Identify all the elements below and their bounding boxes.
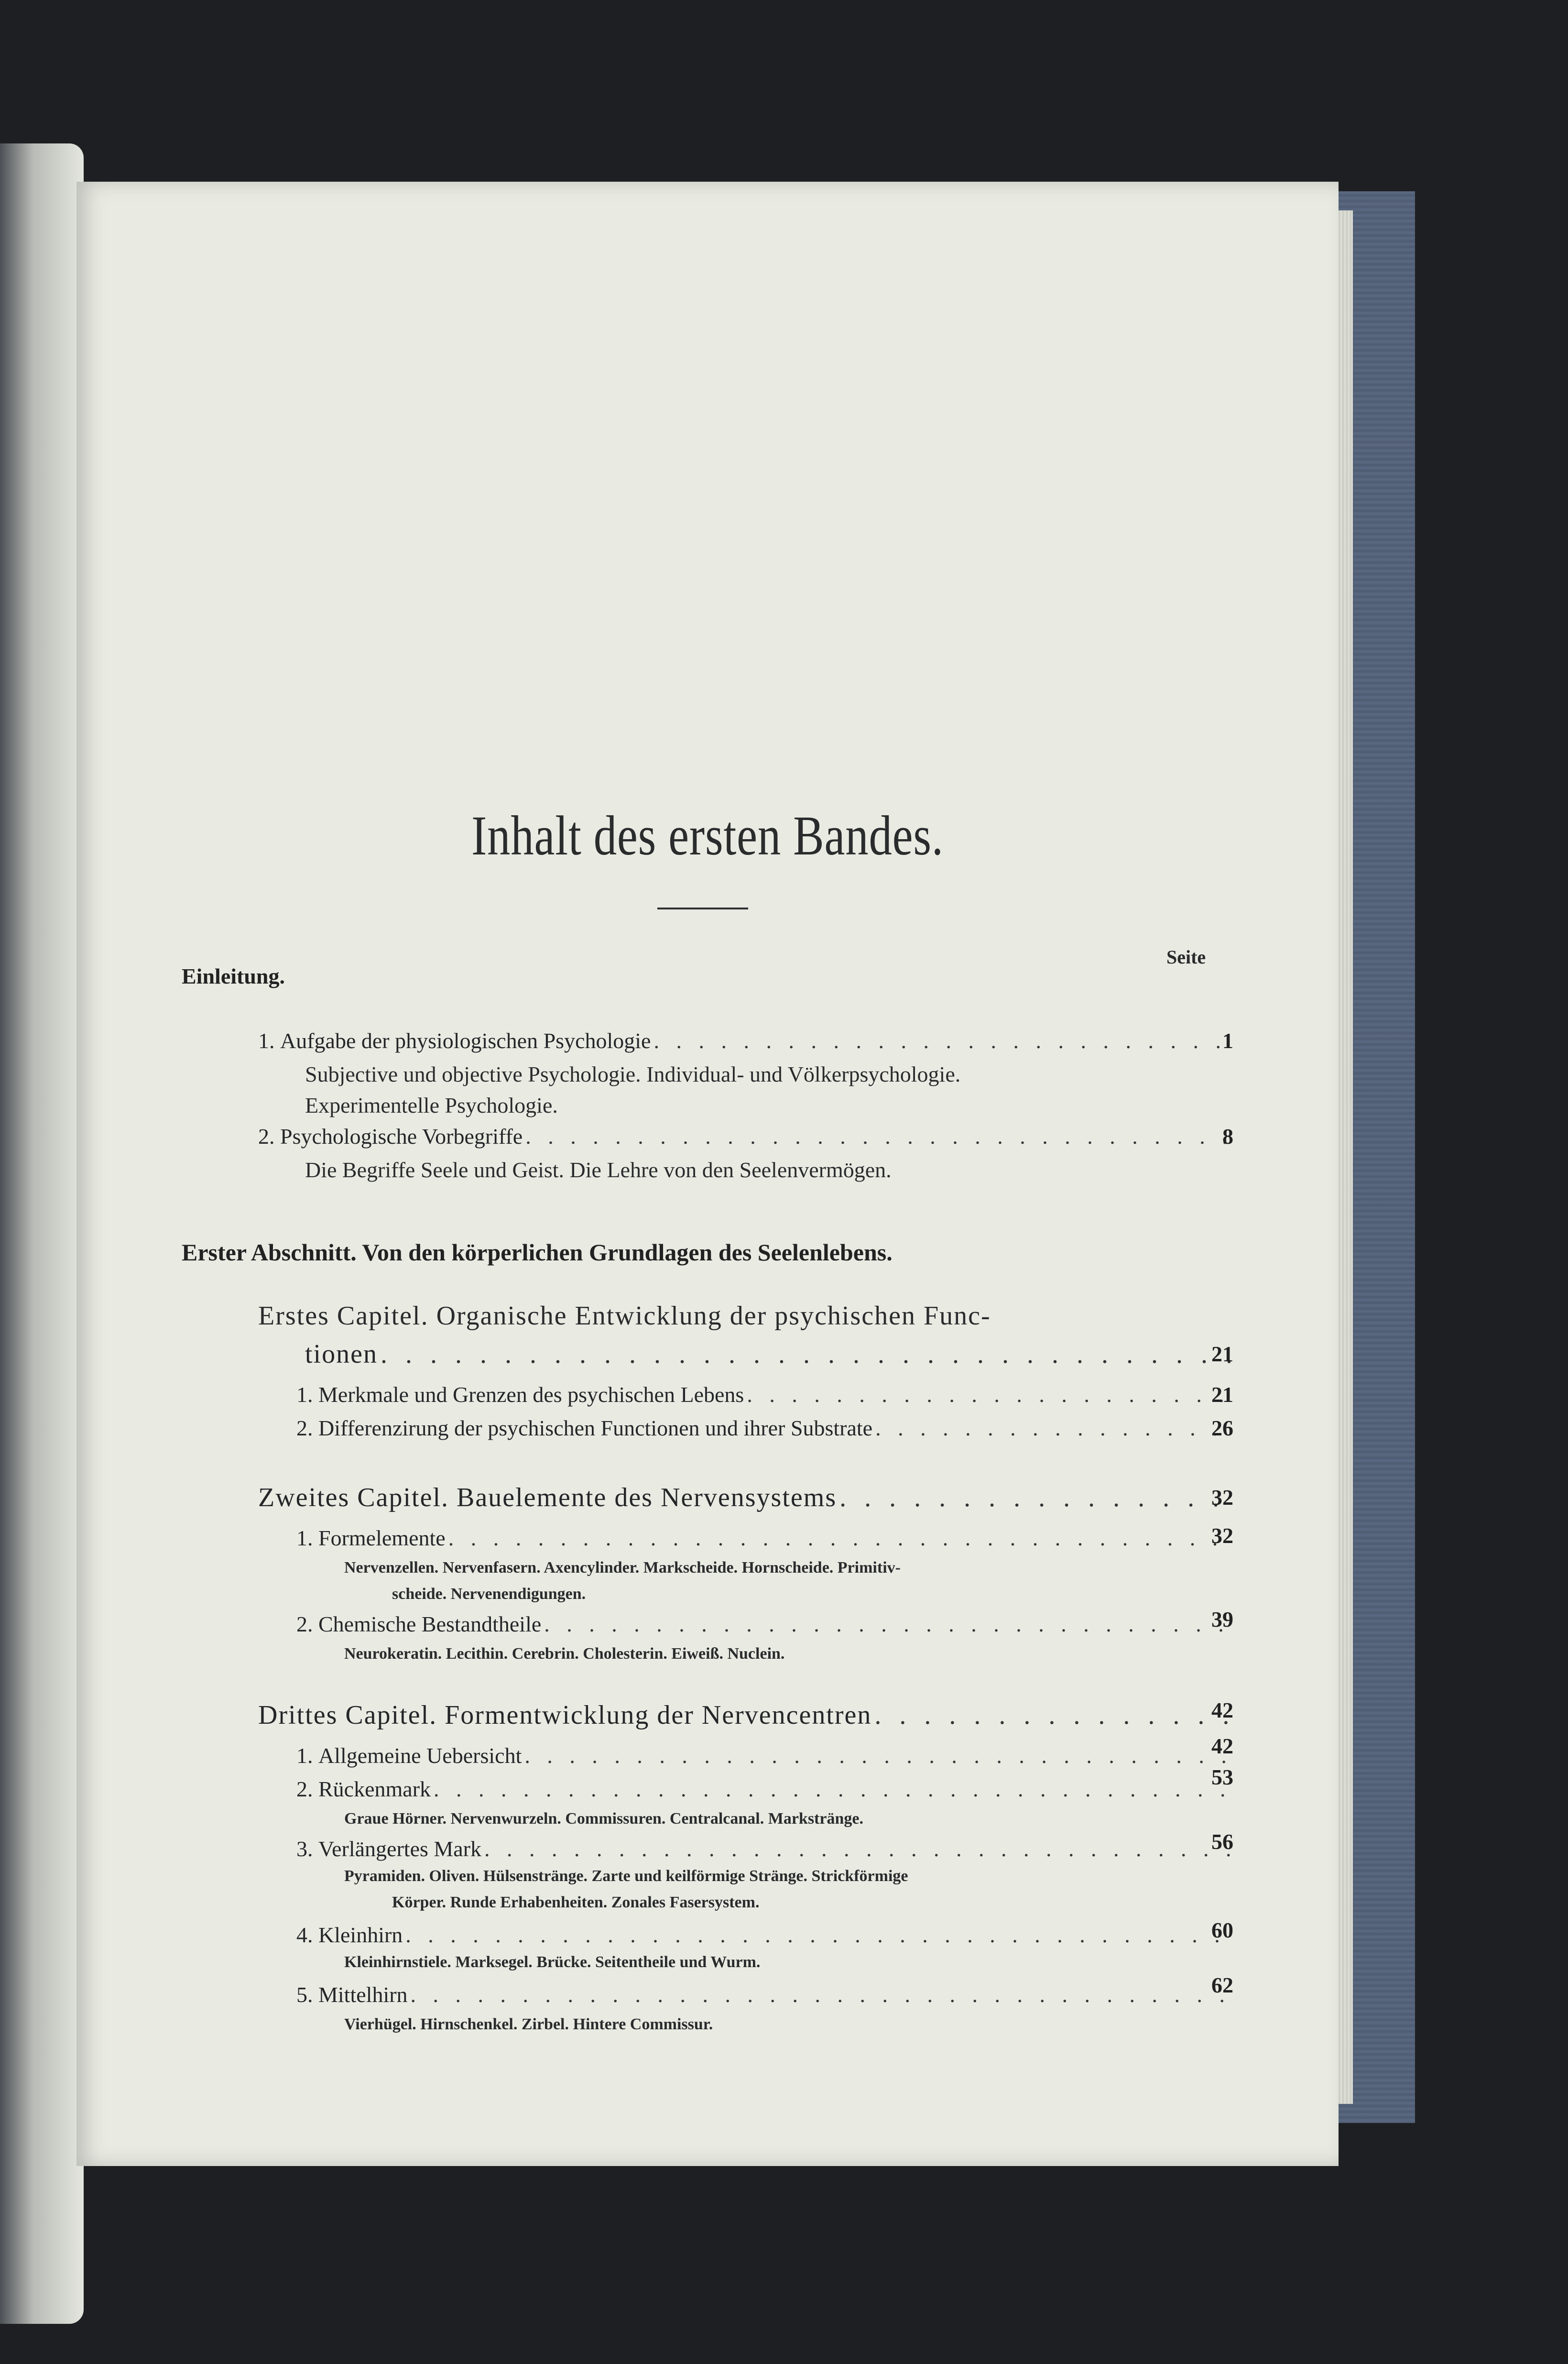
- entry-number: 2.: [296, 1777, 313, 1801]
- entry-page: 62: [1211, 1973, 1233, 1997]
- seite-label: Seite: [1166, 946, 1206, 968]
- chapter-heading: Drittes Capitel. Formentwicklung der Nervencentren: [258, 1700, 872, 1730]
- entry-page: 42: [1211, 1734, 1233, 1758]
- toc-entry[interactable]: [296, 1382, 1238, 1407]
- entry-number: 2.: [258, 1124, 275, 1149]
- leader-dots: [448, 1525, 1235, 1551]
- leader-dots: [544, 1611, 1235, 1637]
- leader-dots: [484, 1836, 1235, 1861]
- toc-entry[interactable]: [305, 1339, 1237, 1369]
- toc-entry[interactable]: [258, 1124, 1238, 1149]
- toc-entry[interactable]: [296, 1743, 1238, 1768]
- entry-number: 4.: [296, 1923, 313, 1947]
- entry-title: Formelemente: [318, 1526, 446, 1550]
- title-rule: [657, 908, 748, 909]
- entry-description: Neurokeratin. Lecithin. Cerebrin. Cholesterin. Eiweiß. Nuclein.: [344, 1645, 785, 1663]
- leader-dots: [524, 1743, 1235, 1768]
- entry-description: Kleinhirnstiele. Marksegel. Brücke. Seitentheile und Wurm.: [344, 1953, 761, 1971]
- entry-title: Rückenmark: [318, 1777, 431, 1801]
- entry-title: Merkmale und Grenzen des psychischen Lebens: [318, 1382, 744, 1407]
- entry-page: 39: [1211, 1607, 1233, 1631]
- entry-description: Vierhügel. Hirnschenkel. Zirbel. Hintere Commissur.: [344, 2015, 713, 2033]
- entry-page: 32: [1211, 1485, 1233, 1510]
- entry-description: Nervenzellen. Nervenfasern. Axencylinder. Markscheide. Hornscheide. Primitiv-: [344, 1559, 901, 1576]
- entry-page: 60: [1211, 1918, 1233, 1942]
- leader-dots: [839, 1482, 1235, 1513]
- left-page-edge: [0, 143, 84, 2324]
- chapter-heading: Zweites Capitel. Bauelemente des Nervensystems: [258, 1483, 837, 1512]
- einleitung-heading: Einleitung.: [182, 964, 285, 988]
- leader-dots: [525, 1124, 1235, 1149]
- leader-dots: [405, 1922, 1235, 1948]
- entry-description: Experimentelle Psychologie.: [305, 1093, 558, 1117]
- entry-page: 56: [1211, 1829, 1233, 1854]
- entry-title: Psychologische Vorbegriffe: [280, 1124, 523, 1149]
- leader-dots: [747, 1382, 1235, 1407]
- leader-dots: [874, 1700, 1235, 1730]
- entry-description: Körper. Runde Erhabenheiten. Zonales Fasersystem.: [392, 1893, 760, 1911]
- entry-title: Verlängertes Mark: [318, 1837, 482, 1861]
- entry-title: Differenzirung der psychischen Functionen und ihrer Substrate: [318, 1416, 873, 1440]
- entry-number: 1.: [296, 1743, 313, 1768]
- entry-title: Allgemeine Uebersicht: [318, 1743, 522, 1768]
- chapter-heading: Erstes Capitel. Organische Entwicklung der psychischen Func-: [258, 1301, 991, 1331]
- entry-description: Pyramiden. Oliven. Hülsenstränge. Zarte und keilförmige Stränge. Strickförmige: [344, 1867, 908, 1885]
- toc-entry[interactable]: [296, 1415, 1238, 1441]
- entry-page: 42: [1211, 1698, 1233, 1722]
- entry-number: 2.: [296, 1416, 313, 1440]
- leader-dots: [434, 1776, 1235, 1802]
- toc-entry[interactable]: [258, 1482, 1238, 1513]
- entry-title: Aufgabe der physiologischen Psychologie: [280, 1029, 651, 1053]
- entry-page: 21: [1211, 1342, 1233, 1366]
- entry-title: Mittelhirn: [318, 1982, 408, 2007]
- leader-dots: [653, 1028, 1235, 1053]
- entry-number: 3.: [296, 1837, 313, 1861]
- toc-entry[interactable]: [296, 1611, 1238, 1637]
- entry-page: 32: [1211, 1523, 1233, 1548]
- book-page: [76, 182, 1339, 2166]
- entry-number: 5.: [296, 1982, 313, 2007]
- entry-page: 53: [1211, 1765, 1233, 1789]
- toc-entry[interactable]: [296, 1922, 1238, 1948]
- entry-number: 1.: [296, 1526, 313, 1550]
- entry-description: Graue Hörner. Nervenwurzeln. Commissuren. Centralcanal. Markstränge.: [344, 1810, 863, 1828]
- entry-title: Chemische Bestandtheile: [318, 1612, 542, 1636]
- leader-dots: [381, 1339, 1234, 1369]
- toc-entry[interactable]: [296, 1836, 1238, 1861]
- toc-entry[interactable]: [258, 1028, 1238, 1053]
- entry-page: 8: [1222, 1124, 1233, 1149]
- toc-entry[interactable]: [296, 1982, 1238, 2007]
- entry-number: 1.: [296, 1382, 313, 1407]
- toc-entry[interactable]: [258, 1700, 1238, 1730]
- entry-description: Subjective und objective Psychologie. Individual- und Völkerpsychologie.: [305, 1062, 961, 1086]
- toc-entry[interactable]: [296, 1525, 1238, 1551]
- page-title: Inhalt des ersten Bandes.: [471, 804, 944, 867]
- entry-description: Die Begriffe Seele und Geist. Die Lehre von den Seelenvermögen.: [305, 1158, 892, 1182]
- entry-page: 1: [1222, 1029, 1233, 1053]
- entry-page: 21: [1211, 1382, 1233, 1407]
- abschnitt-heading: Erster Abschnitt. Von den körperlichen Grundlagen des Seelenlebens.: [182, 1239, 893, 1266]
- entry-description: scheide. Nervenendigungen.: [392, 1585, 586, 1603]
- entry-title: Kleinhirn: [318, 1923, 403, 1947]
- toc-entry[interactable]: [296, 1776, 1238, 1802]
- entry-number: 2.: [296, 1612, 313, 1636]
- entry-title: tionen: [305, 1339, 378, 1369]
- leader-dots: [411, 1982, 1235, 2007]
- entry-number: 1.: [258, 1029, 275, 1053]
- leader-dots: [875, 1415, 1235, 1441]
- entry-page: 26: [1211, 1416, 1233, 1440]
